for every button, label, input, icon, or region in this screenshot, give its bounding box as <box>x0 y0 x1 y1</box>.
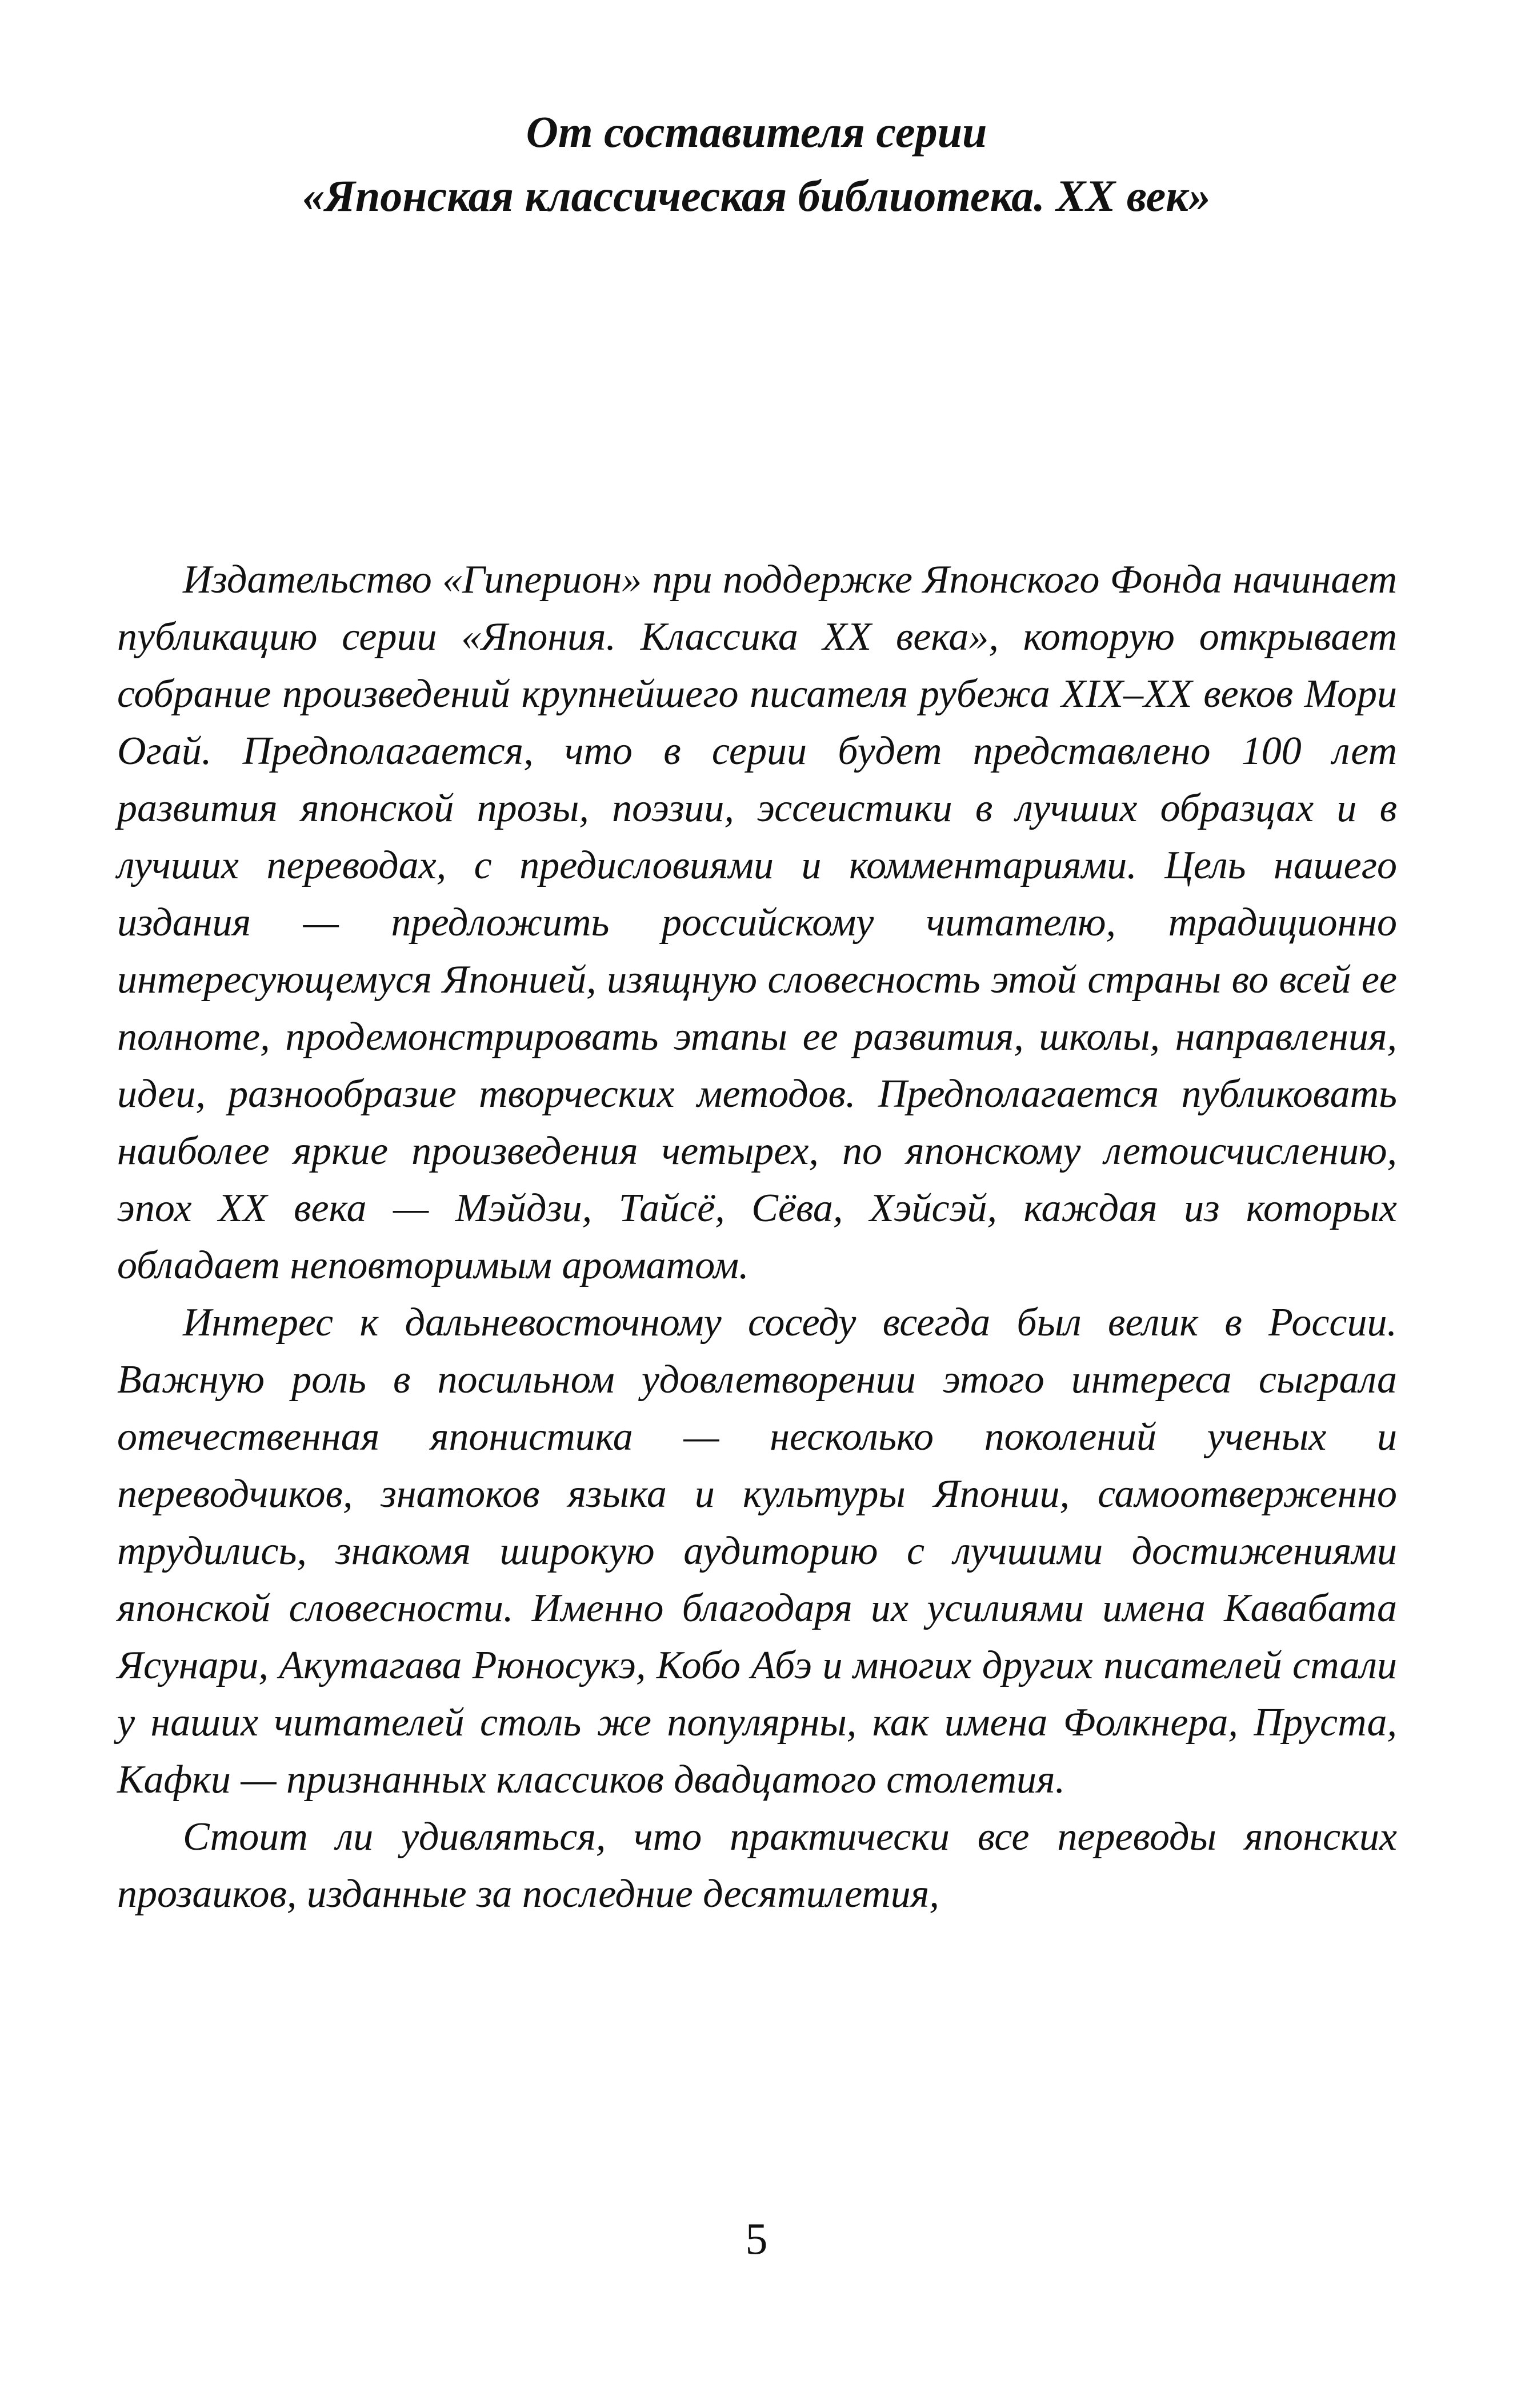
paragraph-3: Стоит ли удивляться, что практически все переводы японских прозаиков, изданные за последние десятилетия, <box>117 1815 1397 1916</box>
paragraph-1: Издательство «Гиперион» при поддержке Японского Фонда начинает публикацию серии «Япония. Классика XX века», которую открывает собрание произведений крупнейшего писателя рубежа XIX–XX веков Мори Огай. Предполагается, что в серии будет представлено 100 лет развития японской прозы, поэзии, эссеистики в лучших образцах и в лучших переводах, с предисловиями и комментариями. Цель нашего издания — предложить российскому читателю, традиционно интересующемуся Японией, изящную словесность этой страны во всей ее полноте, продемонстрировать этапы ее развития, школы, направления, идеи, разнообразие творческих методов. Предполагается публиковать наиболее яркие произведения четырех, по японскому летоисчислению, эпох XX века — Мэйдзи, Тайсё, Сёва, Хэйсэй, каждая из которых обладает неповторимым ароматом. <box>117 558 1397 1287</box>
page-number: 5 <box>745 2214 768 2263</box>
title-line-2: «Японская классическая библиотека. XX век» <box>302 171 1211 221</box>
page-title <box>0 100 1513 228</box>
paragraph-2: Интерес к дальневосточному соседу всегда был велик в России. Важную роль в посильном удовлетворении этого интереса сыграла отечественная японистика — несколько поколений ученых и переводчиков, знатоков языка и культуры Японии, самоотверженно трудились, знакомя широкую аудиторию с лучшими достижениями японской словесности. Именно благодаря их усилиями имена Кавабата Ясунари, Акутагава Рюносукэ, Кобо Абэ и многих других писателей стали у наших читателей столь же популярны, как имена Фолкнера, Пруста, Кафки — признанных классиков двадцатого столетия. <box>117 1301 1397 1802</box>
body-text <box>117 551 1397 1923</box>
title-line-1: От составителя серии <box>526 107 987 157</box>
